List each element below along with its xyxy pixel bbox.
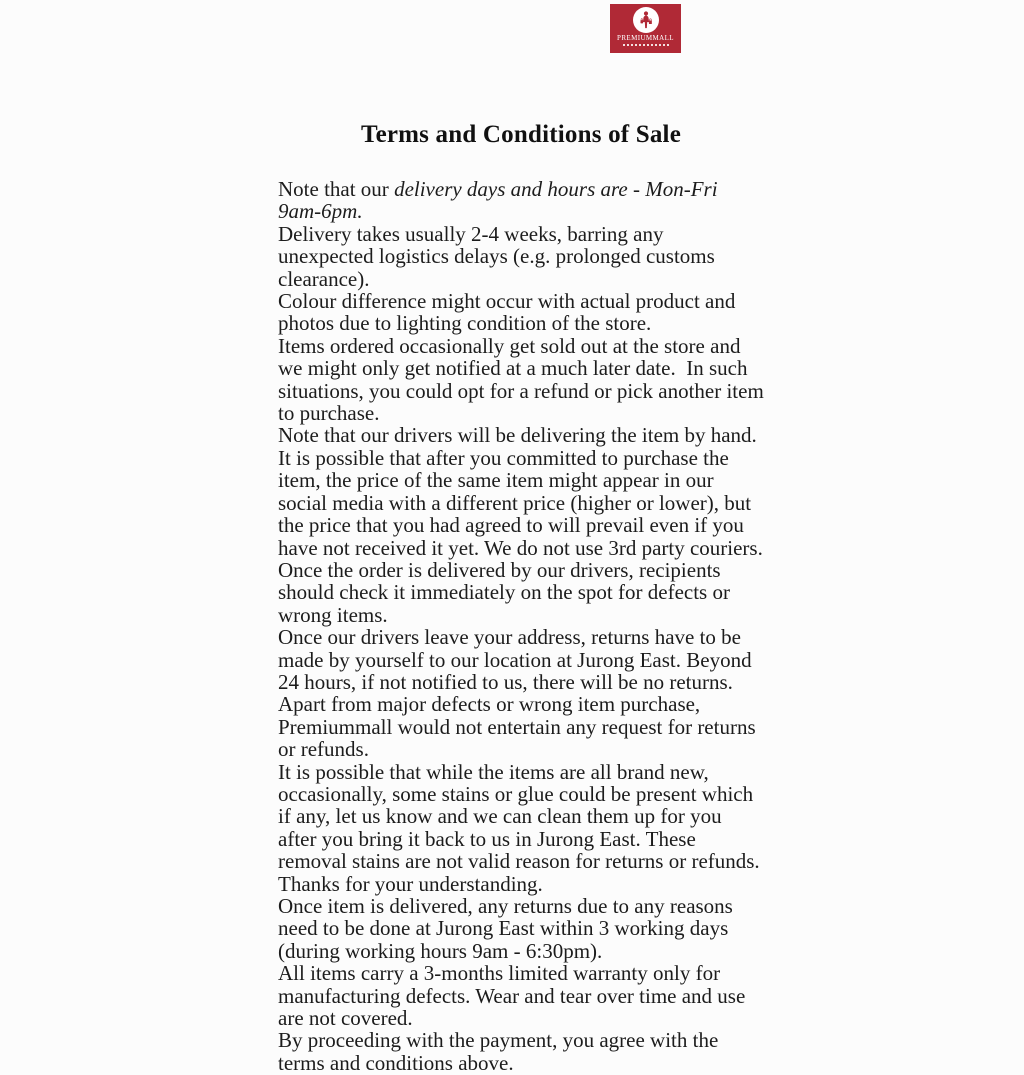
terms-paragraph-agreement: By proceeding with the payment, you agree with the terms and conditions above. <box>278 1028 719 1075</box>
terms-paragraph-delivery-time: Delivery takes usually 2-4 weeks, barring any unexpected logistics delays (e.g. prolonged customs clearance). <box>278 221 715 291</box>
logo-brand-text: PREMIUMMALL <box>617 34 674 42</box>
terms-paragraph-check-on-delivery: Once the order is delivered by our drivers, recipients should check it immediately on the spot for defects or wrong items. <box>278 557 730 627</box>
terms-paragraph-stains-glue: It is possible that while the items are all brand new, occasionally, some stains or glue could be present which if any, let us know and we can clean them up for you after you bring it back to us in Jurong East. These removal stains are not valid reason for returns or refunds. Thanks for your understanding. <box>278 759 760 896</box>
terms-paragraph-drivers-pricing: Note that our drivers will be delivering the item by hand. It is possible that after you committed to purchase the item, the price of the same item might appear in our social media with a different price (higher or lower), but the price that you had agreed to will prevail even if you have not received it yet. We do not use 3rd party couriers. <box>278 423 763 560</box>
terms-document <box>278 118 764 1074</box>
terms-paragraph-sold-out: Items ordered occasionally get sold out at the store and we might only get notified at a much later date. In such situations, you could opt for a refund or pick another item to purchase. <box>278 333 764 426</box>
terms-paragraph-delivery-hours <box>278 178 764 223</box>
terms-paragraph-warranty: All items carry a 3-months limited warranty only for manufacturing defects. Wear and tear over time and use are not covered. <box>278 961 746 1031</box>
page-title: Terms and Conditions of Sale <box>360 121 682 148</box>
intro-normal-text: Note that our <box>278 177 395 201</box>
terms-paragraph-returns-window: Once item is delivered, any returns due to any reasons need to be done at Jurong East within 3 working days (during working hours 9am - 6:30pm). <box>278 894 733 963</box>
shopper-with-bags-icon <box>636 10 656 30</box>
terms-paragraph-returns-policy: Once our drivers leave your address, returns have to be made by yourself to our location at Jurong East. Beyond 24 hours, if not notified to us, there will be no returns. Apart from major defects or wrong item purchase, Premiummall would not entertain any request for returns or refunds. <box>278 625 756 762</box>
terms-paragraph-colour-difference: Colour difference might occur with actual product and photos due to lighting condition of the store. <box>278 289 736 336</box>
logo-tagline-illegible <box>623 44 669 46</box>
logo-circle <box>633 7 659 33</box>
premiummall-logo <box>610 4 681 53</box>
intro-italic-text: delivery days and hours are - Mon-Fri 9am-6pm. <box>278 177 718 224</box>
